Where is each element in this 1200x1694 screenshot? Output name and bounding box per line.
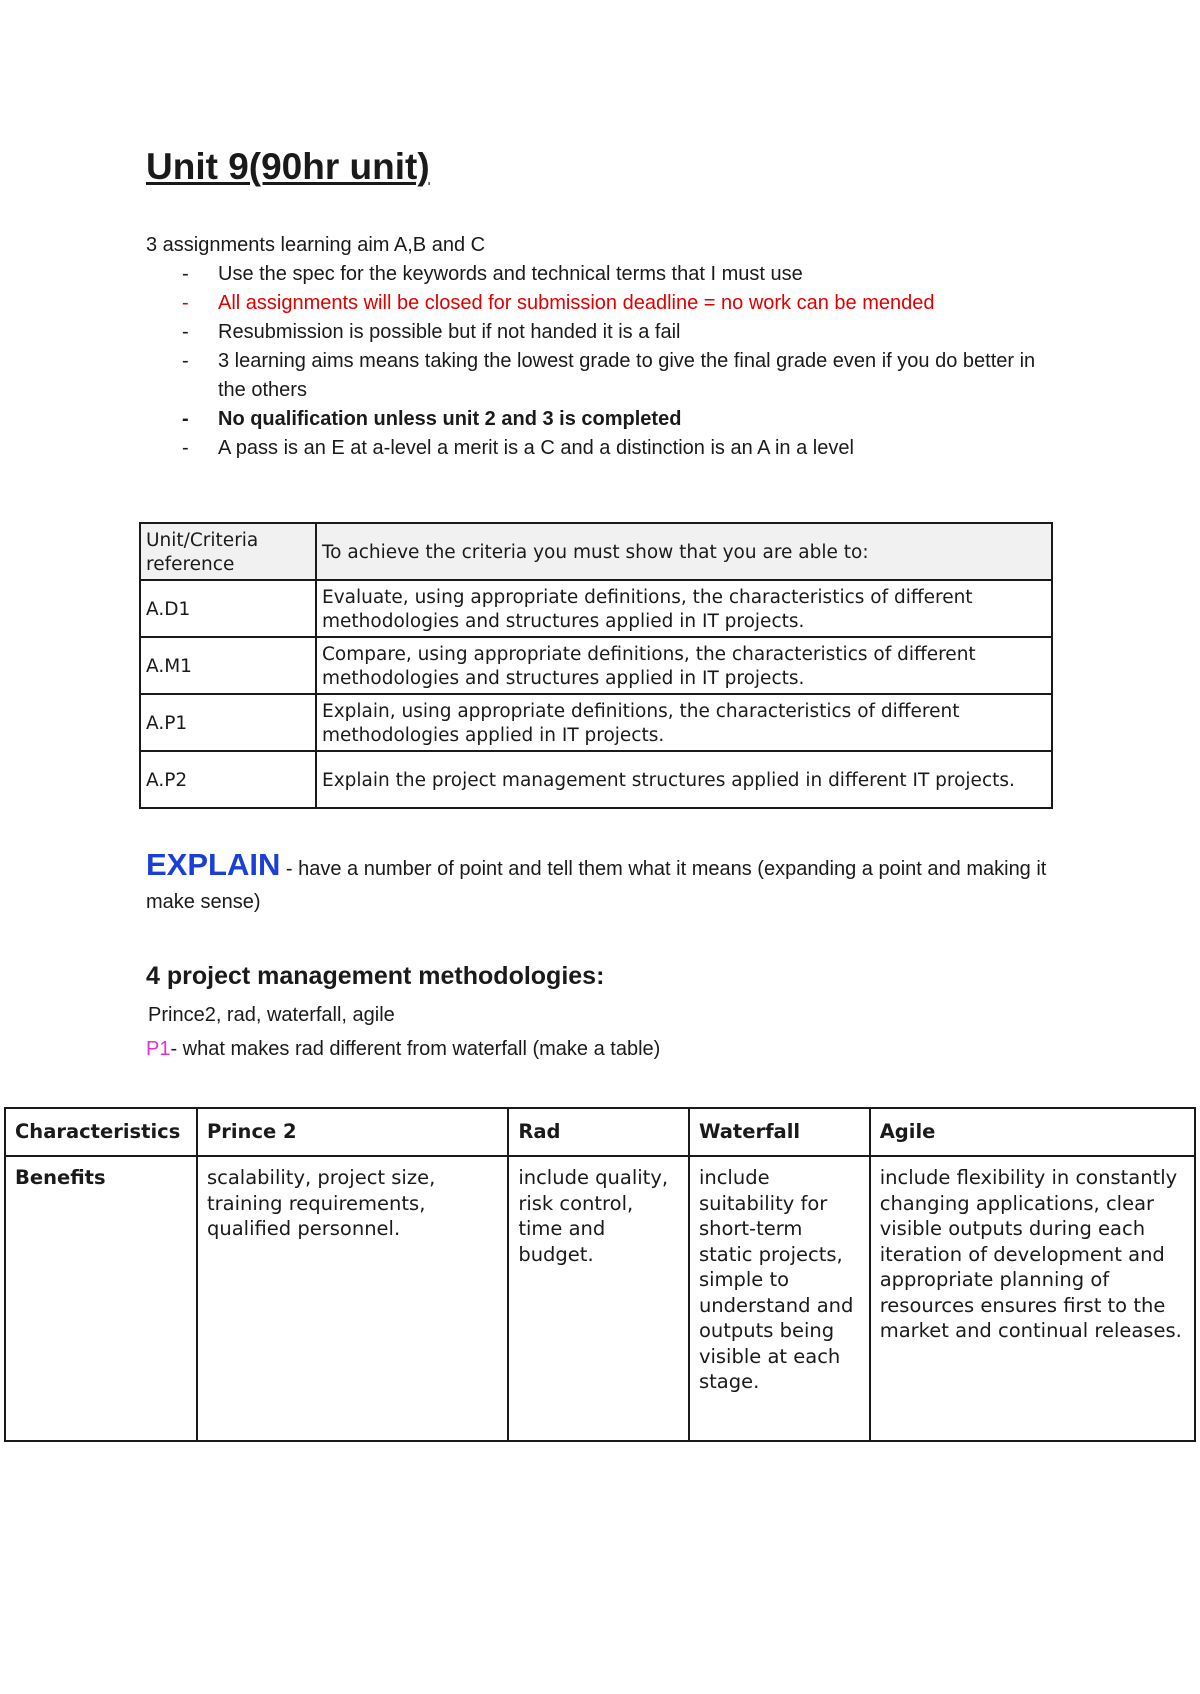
explain-definition [146, 848, 1066, 919]
column-header: Rad [508, 1108, 689, 1156]
criteria-ref: A.P2 [140, 751, 316, 808]
explain-keyword: EXPLAIN [146, 847, 281, 882]
explain-text: - have a number of point and tell them what it means (expanding a point and making it make sense) [146, 858, 1047, 913]
cell-rad: include quality, risk control, time and budget. [508, 1156, 689, 1441]
list-item: - A pass is an E at a-level a merit is a C and a distinction is an A in a level [146, 434, 1046, 463]
table-row [140, 694, 1052, 751]
criteria-table [139, 522, 1053, 809]
intro-section [146, 231, 1046, 463]
methodologies-heading: 4 project management methodologies: [146, 962, 605, 990]
cell-agile: include flexibility in constantly changing applications, clear visible outputs during each iteration of development and appropriate planning of resources ensures first to the market and continual releases. [870, 1156, 1195, 1441]
comparison-table [4, 1107, 1196, 1442]
list-item-qualification-note: - No qualification unless unit 2 and 3 is completed [146, 405, 1046, 434]
column-header: Prince 2 [197, 1108, 508, 1156]
p1-label: P1 [146, 1038, 171, 1060]
column-header: Agile [870, 1108, 1195, 1156]
criteria-desc: Evaluate, using appropriate definitions, the characteristics of different methodologies and structures applied in IT projects. [316, 580, 1052, 637]
table-row [140, 751, 1052, 808]
list-item-deadline-warning: - All assignments will be closed for submission deadline = no work can be mended [146, 289, 1046, 318]
column-header: Characteristics [5, 1108, 197, 1156]
criteria-ref: A.D1 [140, 580, 316, 637]
dash-marker: - [182, 263, 189, 285]
intro-bullet-list [146, 260, 1046, 463]
cell-waterfall: include suitability for short-term static projects, simple to understand and outputs being visible at each stage. [689, 1156, 870, 1441]
list-item: - Resubmission is possible but if not handed it is a fail [146, 318, 1046, 347]
criteria-ref: A.M1 [140, 637, 316, 694]
p1-text: - what makes rad different from waterfall (make a table) [170, 1038, 661, 1060]
criteria-header-row [140, 523, 1052, 580]
criteria-header-desc: To achieve the criteria you must show that you are able to: [316, 523, 1052, 580]
criteria-header-ref: Unit/Criteria reference [140, 523, 316, 580]
p1-task [146, 1038, 660, 1061]
dash-marker: - [182, 408, 189, 430]
row-label-benefits: Benefits [5, 1156, 197, 1441]
table-row [140, 580, 1052, 637]
methodologies-list: Prince2, rad, waterfall, agile [148, 1004, 395, 1026]
page-title: Unit 9(90hr unit) [146, 146, 430, 187]
intro-lead: 3 assignments learning aim A,B and C [146, 234, 486, 256]
column-header: Waterfall [689, 1108, 870, 1156]
dash-marker: - [182, 292, 189, 314]
table-row [5, 1156, 1195, 1441]
dash-marker: - [182, 350, 189, 372]
comparison-header-row [5, 1108, 1195, 1156]
dash-marker: - [182, 321, 189, 343]
criteria-ref: A.P1 [140, 694, 316, 751]
list-item: - Use the spec for the keywords and technical terms that I must use [146, 260, 1046, 289]
dash-marker: - [182, 437, 189, 459]
criteria-desc: Compare, using appropriate definitions, the characteristics of different methodologies and structures applied in IT projects. [316, 637, 1052, 694]
criteria-desc: Explain, using appropriate definitions, the characteristics of different methodologies applied in IT projects. [316, 694, 1052, 751]
criteria-desc: Explain the project management structures applied in different IT projects. [316, 751, 1052, 808]
table-row [140, 637, 1052, 694]
list-item: - 3 learning aims means taking the lowest grade to give the final grade even if you do better in the others [146, 347, 1046, 405]
cell-prince2: scalability, project size, training requirements, qualified personnel. [197, 1156, 508, 1441]
